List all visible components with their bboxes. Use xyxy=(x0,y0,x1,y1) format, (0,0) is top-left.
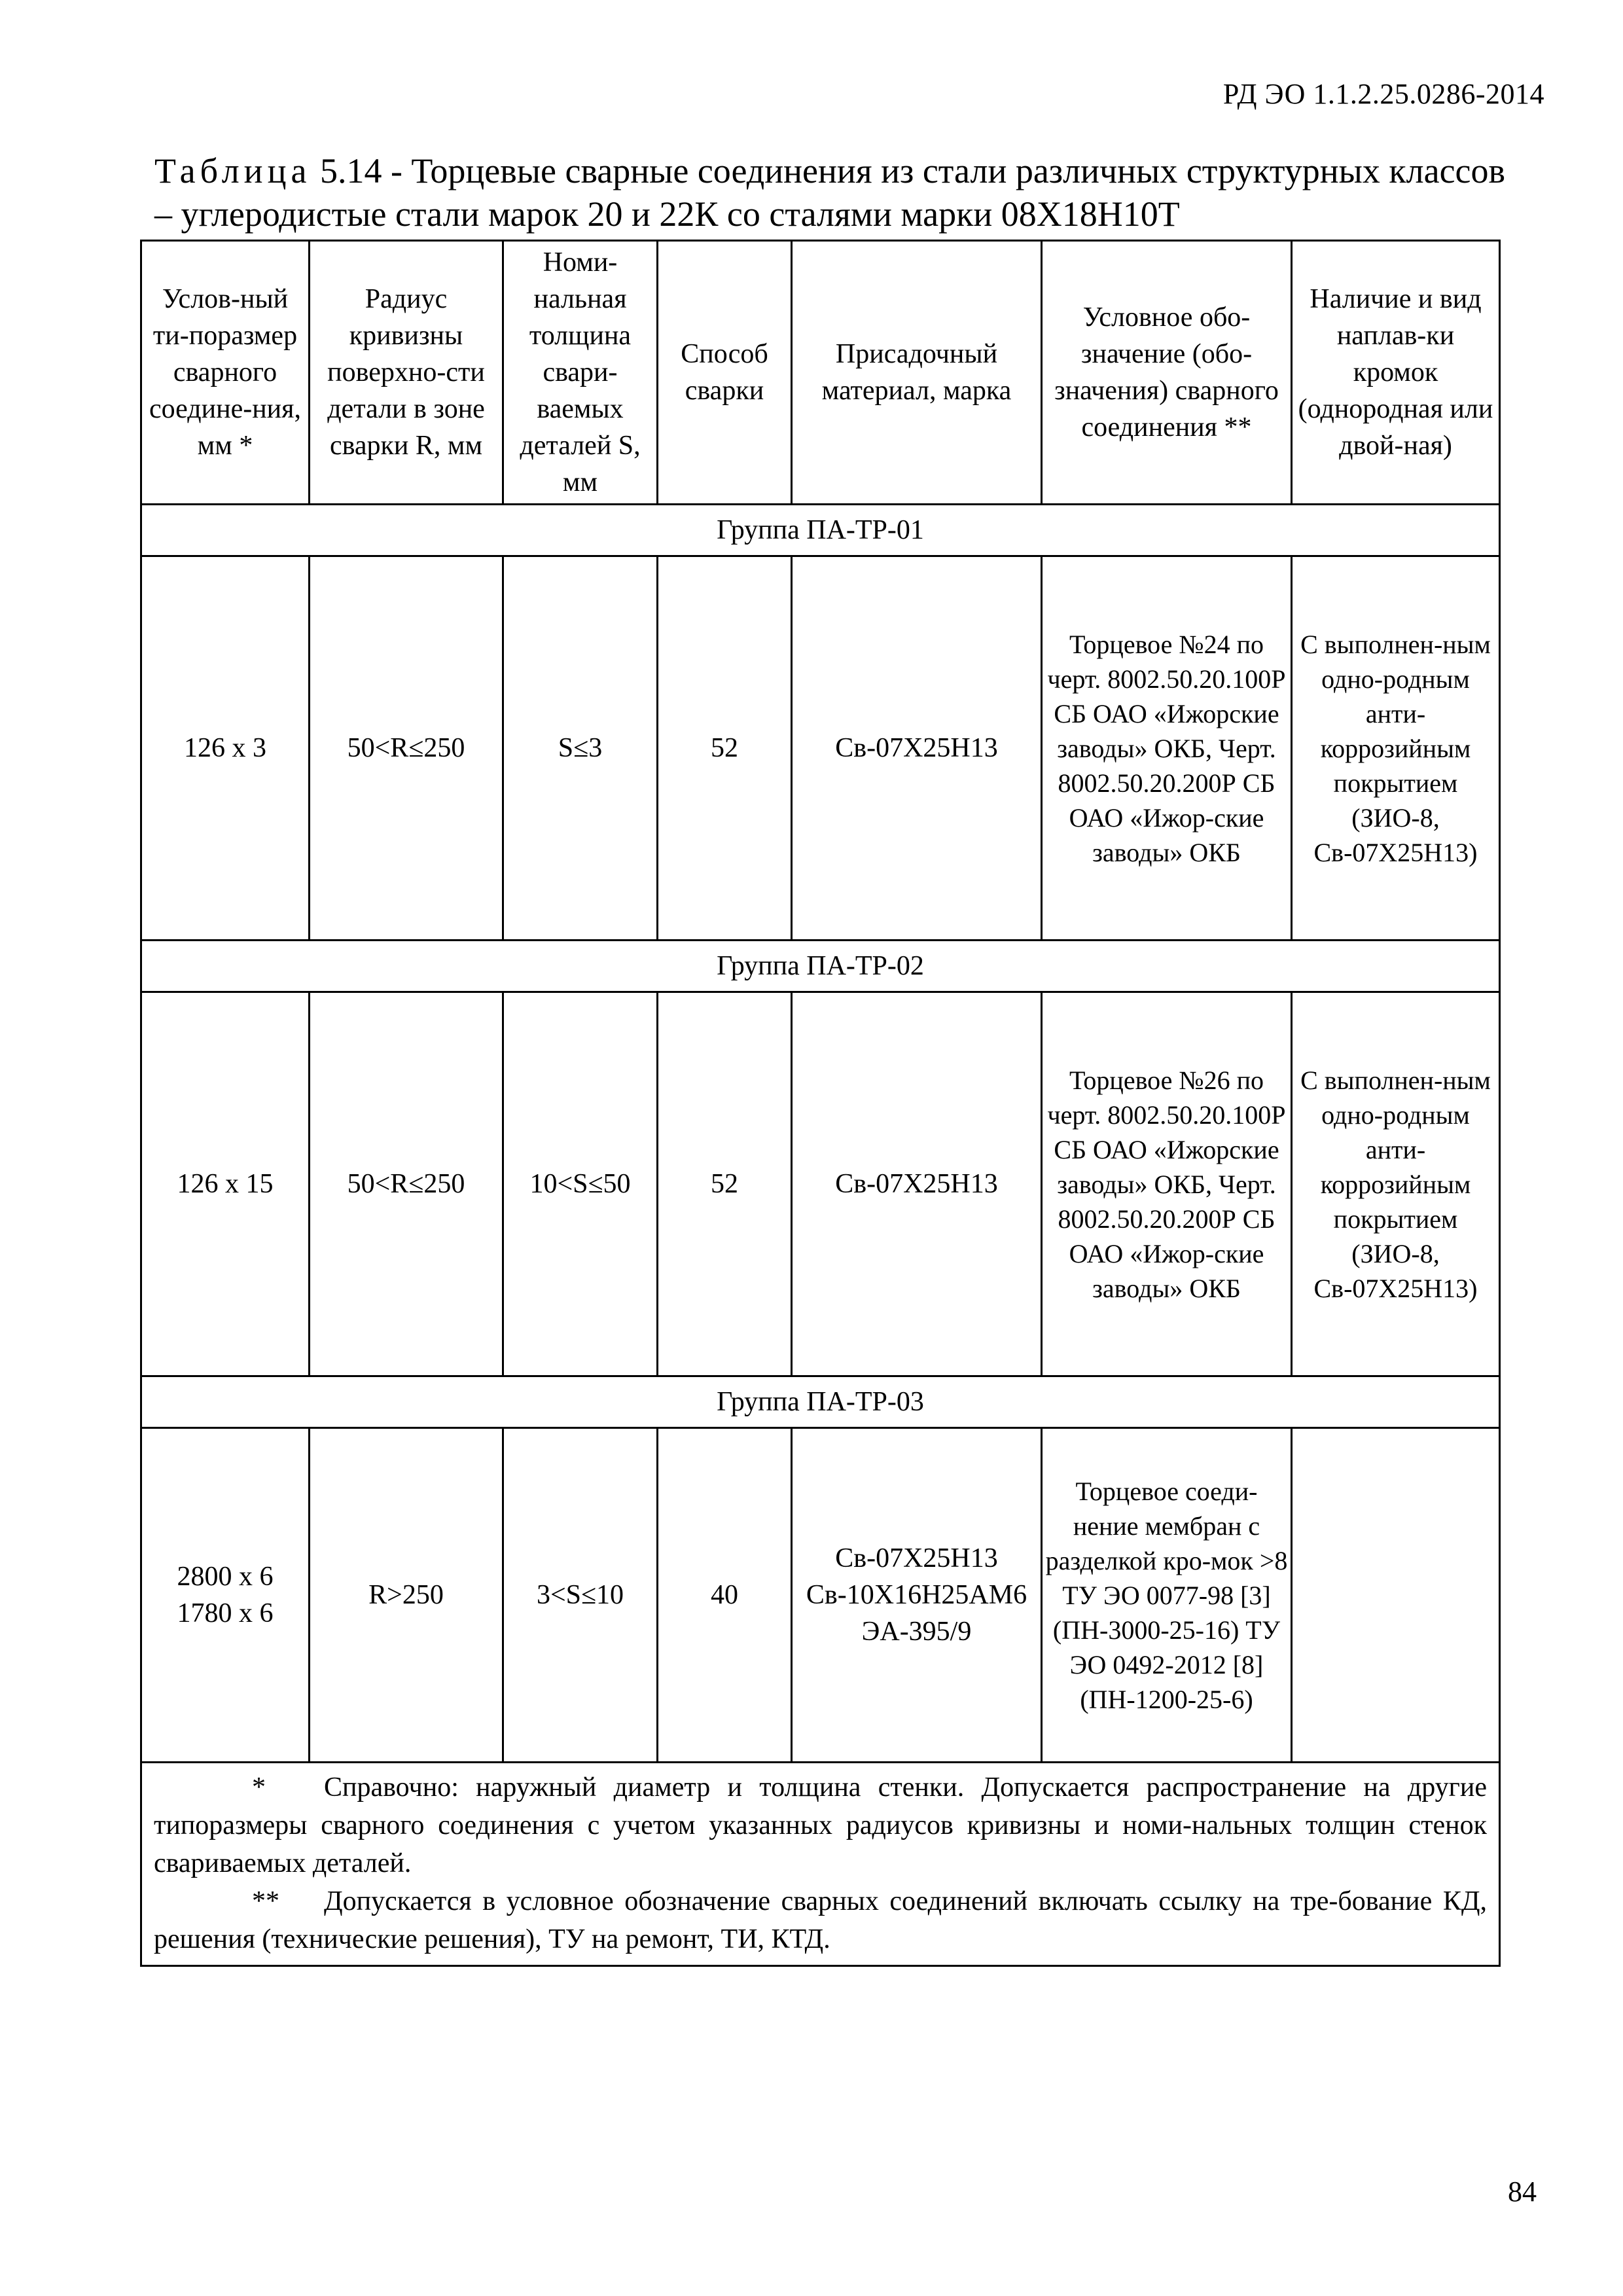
column-header-designation: Условное обо-значение (обо-значения) сварного соединения ** xyxy=(1042,241,1292,505)
cell-radius: 50<R≤250 xyxy=(310,992,503,1376)
group-row xyxy=(141,1376,1500,1428)
footnote xyxy=(154,1768,1487,1882)
group-row xyxy=(141,941,1500,992)
filler-value: ЭА-395/9 xyxy=(861,1617,972,1647)
table-row xyxy=(141,992,1500,1376)
table-header-row xyxy=(141,241,1500,505)
cell-cladding: С выполнен-ным одно-родным анти-коррозийным покрытием (ЗИО-8, Св-07Х25Н13) xyxy=(1292,992,1500,1376)
column-header-radius: Радиус кривизны поверхно-сти детали в зоне сварки R, мм xyxy=(310,241,503,505)
cell-thickness: S≤3 xyxy=(503,556,658,941)
page-number: 84 xyxy=(1508,2176,1537,2208)
caption-label: Таблица xyxy=(154,151,312,190)
cell-method: 52 xyxy=(658,556,792,941)
footnote-text: Допускается в условное обозначение сварных соединений включать ссылку на тре-бование КД, решения (технические решения), ТУ на ремонт, ТИ, КТД. xyxy=(154,1886,1487,1954)
cell-filler: Св-07Х25Н13 xyxy=(792,992,1042,1376)
cell-filler xyxy=(792,1428,1042,1763)
cell-designation: Торцевое №24 по черт. 8002.50.20.100Р СБ ОАО «Ижорские заводы» ОКБ, Черт. 8002.50.20.200Р СБ ОАО «Ижор-ские заводы» ОКБ xyxy=(1042,556,1292,941)
size-value: 2800 х 6 xyxy=(177,1562,274,1592)
cell-size: 126 х 15 xyxy=(141,992,310,1376)
caption-text: 5.14 - Торцевые сварные соединения из стали различных структурных классов – углеродистые стали марок 20 и 22К со сталями марки 08Х18Н10Т xyxy=(154,151,1506,234)
cell-designation: Торцевое №26 по черт. 8002.50.20.100Р СБ ОАО «Ижорские заводы» ОКБ, Черт. 8002.50.20.200Р СБ ОАО «Ижор-ские заводы» ОКБ xyxy=(1042,992,1292,1376)
column-header-size: Услов-ный ти-поразмер сварного соедине-ния, мм * xyxy=(141,241,310,505)
cell-cladding: С выполнен-ным одно-родным анти-коррозийным покрытием (ЗИО-8, Св-07Х25Н13) xyxy=(1292,556,1500,941)
footnote-text: Справочно: наружный диаметр и толщина стенки. Допускается распространение на другие типоразмеры сварного соединения с учетом указанных радиусов кривизны и номи-нальных толщин стенок свариваемых деталей. xyxy=(154,1772,1487,1878)
column-header-cladding: Наличие и вид наплав-ки кромок (однородная или двой-ная) xyxy=(1292,241,1500,505)
footnote xyxy=(154,1882,1487,1958)
cell-method: 40 xyxy=(658,1428,792,1763)
group-title: Группа ПА-ТР-03 xyxy=(141,1376,1500,1428)
cell-thickness: 3<S≤10 xyxy=(503,1428,658,1763)
filler-value: Св-07Х25Н13 xyxy=(835,1543,998,1573)
cell-size xyxy=(141,1428,310,1763)
cell-radius: R>250 xyxy=(310,1428,503,1763)
column-header-method: Способ сварки xyxy=(658,241,792,505)
table-caption xyxy=(154,149,1516,236)
footnote-mark: * xyxy=(252,1772,266,1803)
group-title: Группа ПА-ТР-02 xyxy=(141,941,1500,992)
cell-thickness: 10<S≤50 xyxy=(503,992,658,1376)
table-row xyxy=(141,556,1500,941)
notes-row xyxy=(141,1763,1500,1966)
footnote-mark: ** xyxy=(252,1886,279,1916)
cell-designation: Торцевое соеди-нение мембран с разделкой кро-мок >8 ТУ ЭО 0077-98 [3] (ПН-3000-25-16) ТУ ЭО 0492-2012 [8] (ПН-1200-25-6) xyxy=(1042,1428,1292,1763)
welded-joints-table xyxy=(140,240,1501,1967)
group-title: Группа ПА-ТР-01 xyxy=(141,505,1500,556)
table-notes xyxy=(141,1763,1500,1966)
column-header-thickness: Номи-нальная толщина свари-ваемых деталей S, мм xyxy=(503,241,658,505)
cell-size: 126 х 3 xyxy=(141,556,310,941)
cell-radius: 50<R≤250 xyxy=(310,556,503,941)
group-row xyxy=(141,505,1500,556)
cell-filler: Св-07Х25Н13 xyxy=(792,556,1042,941)
size-value: 1780 х 6 xyxy=(177,1598,274,1628)
column-header-filler: Присадочный материал, марка xyxy=(792,241,1042,505)
filler-value: Св-10Х16Н25АМ6 xyxy=(806,1580,1027,1610)
document-code: РД ЭО 1.1.2.25.0286-2014 xyxy=(1222,78,1544,110)
cell-method: 52 xyxy=(658,992,792,1376)
cell-cladding xyxy=(1292,1428,1500,1763)
table-row xyxy=(141,1428,1500,1763)
